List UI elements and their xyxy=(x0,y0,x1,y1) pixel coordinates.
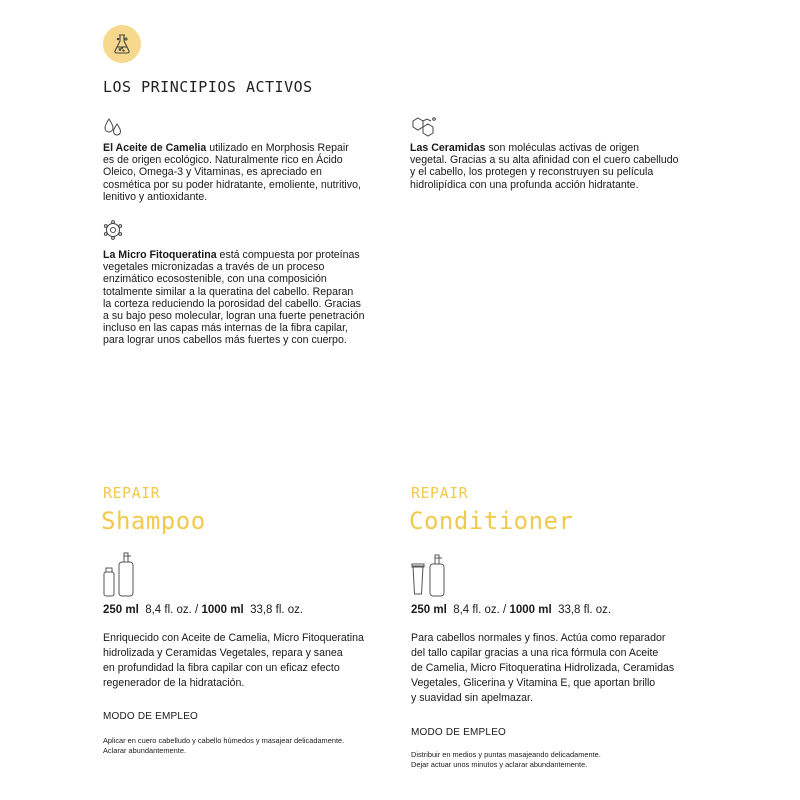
ceramidas-line: vegetal. Gracias a su alta afinidad con el cuero cabelludo xyxy=(410,154,679,167)
conditioner-modo-label: MODO DE EMPLEO xyxy=(411,727,507,738)
camelia-line: Oleico, Omega-3 y Vitaminas, es apreciado en xyxy=(103,166,322,179)
camelia-line: lenitivo y antioxidante. xyxy=(103,190,208,203)
ceramidas-paragraph xyxy=(410,142,700,191)
drops-icon xyxy=(102,116,124,138)
camelia-line: cosmética por su poder hidratante, emoliente, nutritivo, xyxy=(103,178,361,191)
conditioner-tube-icon xyxy=(410,552,446,598)
fitoqueratina-line: está compuesta por proteínas xyxy=(216,249,360,261)
size-250ml: 250 ml xyxy=(103,604,139,616)
conditioner-line-label: REPAIR xyxy=(411,484,469,502)
shampoo-desc-line: Enriquecido con Aceite de Camelia, Micro Fitoqueratina xyxy=(103,632,364,644)
shampoo-instr-line: Aclarar abundantemente. xyxy=(103,745,186,755)
camelia-line: utilizado en Morphosis Repair xyxy=(206,142,349,154)
shampoo-description xyxy=(103,631,393,691)
shampoo-bottles-icon xyxy=(102,550,136,598)
flask-badge xyxy=(103,25,141,63)
conditioner-desc-line: Vegetales, Glicerina y Vitamina E, que aportan brillo xyxy=(411,677,656,689)
shampoo-instr-line: Aplicar en cuero cabelludo y cabello húmedos y masajear delicadamente. xyxy=(103,736,345,745)
conditioner-desc-line: de Camelia, Micro Fitoqueratina Hidrolizada, Ceramidas xyxy=(411,662,675,674)
fitoqueratina-line: a su bajo peso molecular, logran una fuerte penetración xyxy=(103,310,365,323)
conditioner-desc-line: y suavidad sin apelmazar. xyxy=(411,692,533,704)
ceramidas-line: hidrolipídica con una profunda acción hidratante. xyxy=(410,178,639,191)
shampoo-desc-line: regenerador de la hidratación. xyxy=(103,677,245,689)
fitoqueratina-line: la corteza reduciendo la porosidad del cabello. Gracias xyxy=(103,297,361,310)
conditioner-instr-line: Distribuir en medios y puntas masajeando delicadamente. xyxy=(411,750,601,759)
camelia-bold: El Aceite de Camelia xyxy=(103,142,207,154)
fitoqueratina-bold: La Micro Fitoqueratina xyxy=(103,249,217,261)
conditioner-instr-line: Dejar actuar unos minutos y aclarar abundantemente. xyxy=(411,759,588,769)
shampoo-line-label: REPAIR xyxy=(103,484,161,502)
shampoo-title: Shampoo xyxy=(101,507,206,535)
fitoqueratina-line: vegetales micronizadas a través de un proceso xyxy=(103,261,325,274)
shampoo-instructions xyxy=(103,736,393,755)
size-250ml-oz: 8,4 fl. oz. / xyxy=(145,604,199,616)
size-1000ml-oz: 33,8 fl. oz. xyxy=(250,604,304,616)
conditioner-sizes xyxy=(411,604,611,616)
shampoo-desc-line: hidrolizada y Ceramidas Vegetales, repara y sanea xyxy=(103,647,343,659)
fitoqueratina-line: incluso en las capas más internas de la fibra capilar, xyxy=(103,322,348,335)
ceramidas-line: son moléculas activas de origen xyxy=(485,142,640,154)
conditioner-desc-line: del tallo capilar gracias a una rica fórmula con Aceite xyxy=(411,647,659,659)
shampoo-desc-line: en profundidad la fibra capilar con un eficaz efecto xyxy=(103,662,340,674)
fitoqueratina-line: totalmente similar a la queratina del cabello. Reparan xyxy=(103,285,354,298)
camelia-paragraph xyxy=(103,142,393,203)
camelia-line: es de origen ecológico. Naturalmente rico en Ácido xyxy=(103,154,343,167)
shampoo-modo-label: MODO DE EMPLEO xyxy=(103,711,199,722)
size-250ml-oz: 8,4 fl. oz. / xyxy=(453,604,507,616)
fitoqueratina-paragraph xyxy=(103,249,393,347)
conditioner-description xyxy=(411,631,711,706)
hexagon-molecule-icon xyxy=(410,114,438,138)
section-title: LOS PRINCIPIOS ACTIVOS xyxy=(103,78,313,96)
conditioner-desc-line: Para cabellos normales y finos. Actúa como reparador xyxy=(411,632,666,644)
size-1000ml: 1000 ml xyxy=(509,604,552,616)
size-1000ml: 1000 ml xyxy=(201,604,244,616)
size-1000ml-oz: 33,8 fl. oz. xyxy=(558,604,612,616)
flask-icon xyxy=(110,32,134,56)
fitoqueratina-line: para lograr unos cabellos más fuertes y con cuerpo. xyxy=(103,334,347,347)
conditioner-instructions xyxy=(411,750,701,769)
ceramidas-bold: Las Ceramidas xyxy=(410,142,486,154)
conditioner-title: Conditioner xyxy=(409,507,574,535)
fitoqueratina-line: enzimático ecosostenible, con una composición xyxy=(103,273,327,286)
ceramidas-line: y el cabello, los protegen y reconstruyen su película xyxy=(410,166,654,179)
shampoo-sizes xyxy=(103,604,303,616)
molecule-ring-icon xyxy=(102,219,124,241)
size-250ml: 250 ml xyxy=(411,604,447,616)
